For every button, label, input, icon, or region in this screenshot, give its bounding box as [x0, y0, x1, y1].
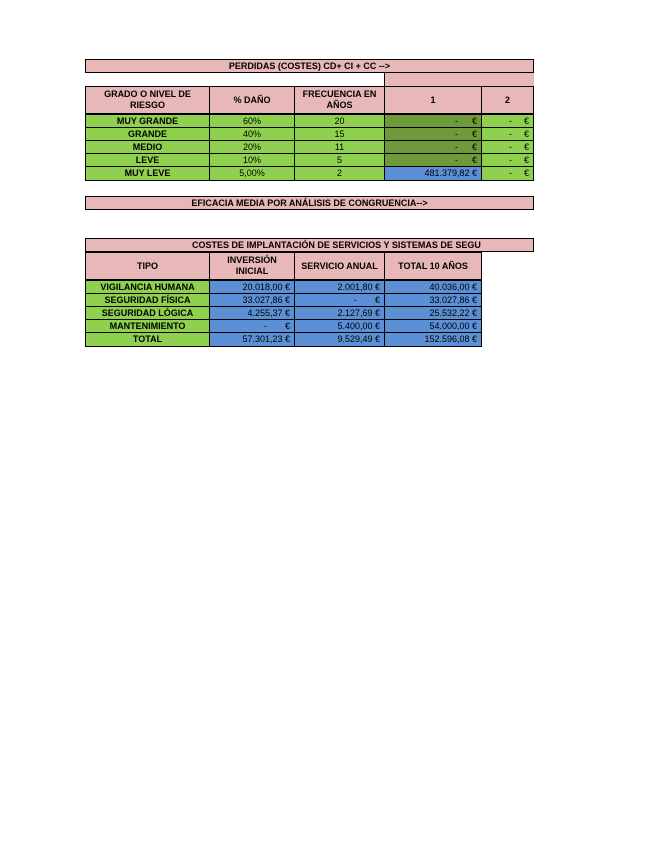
cost-initial-value: 57.301,23 €	[242, 334, 290, 344]
loss-row-grade	[85, 166, 210, 181]
cost-initial-value: 20.018,00 €	[242, 281, 290, 292]
loss-row-grade	[85, 153, 210, 167]
cost-initial-value: 4.255,37 €	[247, 307, 290, 318]
loss-year-1-value: -	[454, 128, 458, 139]
loss-row-damage	[209, 153, 295, 167]
loss-grade-text: MUY GRANDE	[116, 115, 179, 126]
cost-annual-value: 9.529,49 €	[337, 334, 380, 344]
cost-type-text: VIGILANCIA HUMANA	[100, 281, 195, 292]
losses-title-text: PERDIDAS (COSTES) CD+ CI + CC -->	[228, 60, 391, 71]
loss-frequency-text: 11	[334, 141, 345, 152]
cost-row-type	[85, 319, 210, 333]
cost-row-total-10	[384, 280, 482, 294]
currency-symbol: €	[284, 320, 290, 331]
cost-total-10-value: 152.596,08 €	[424, 334, 477, 344]
loss-row-frequency	[294, 140, 385, 154]
currency-symbol: €	[523, 141, 529, 152]
cost-total-10-value: 25.532,22 €	[429, 307, 477, 318]
cost-initial-value: -	[263, 320, 267, 331]
cost-type-text: MANTENIMIENTO	[109, 320, 186, 331]
header-grade	[85, 86, 210, 114]
header-total-10-text: TOTAL 10 AÑOS	[398, 260, 468, 271]
loss-grade-text: MEDIO	[132, 141, 163, 152]
currency-symbol: €	[523, 154, 529, 165]
loss-row-frequency	[294, 153, 385, 167]
loss-row-year-1	[384, 166, 482, 181]
loss-row-year-1	[384, 114, 482, 128]
cost-total-10-value: 54.000,00 €	[429, 320, 477, 331]
header-year-2-text: 2	[504, 94, 510, 105]
loss-grade-text: LEVE	[135, 154, 160, 165]
costs-title	[85, 238, 534, 252]
cost-total-10-value: 33.027,86 €	[429, 294, 477, 305]
loss-year-1-value: -	[454, 115, 458, 126]
cost-row-annual	[294, 306, 385, 320]
cost-row-initial	[209, 332, 295, 347]
cost-row-total-10	[384, 319, 482, 333]
cost-type-text: TOTAL	[132, 334, 163, 344]
loss-row-grade	[85, 140, 210, 154]
cost-annual-value: -	[353, 294, 357, 305]
cost-row-initial	[209, 293, 295, 307]
currency-symbol: €	[471, 154, 477, 165]
loss-row-grade	[85, 127, 210, 141]
header-initial	[209, 252, 295, 280]
loss-damage-text: 10%	[242, 154, 261, 165]
loss-row-year-2	[481, 153, 534, 167]
cost-row-total-10	[384, 306, 482, 320]
header-frequency	[294, 86, 385, 114]
losses-title	[85, 59, 534, 73]
header-year-2	[481, 86, 534, 114]
header-frequency-text: FRECUENCIA EN AÑOS	[302, 89, 377, 110]
cost-row-type	[85, 293, 210, 307]
costs-title-text: COSTES DE IMPLANTACIÓN DE SERVICIOS Y SISTEMAS DE SEGU	[192, 239, 481, 250]
header-type	[85, 252, 210, 280]
cost-row-initial	[209, 280, 295, 294]
header-grade-text: GRADO O NIVEL DE RIESGO	[104, 89, 191, 110]
cost-row-type	[85, 332, 210, 347]
cost-type-text: SEGURIDAD LÓGICA	[101, 307, 194, 318]
cost-type-text: SEGURIDAD FÍSICA	[104, 294, 191, 305]
efficacy-title-text: EFICACIA MEDIA POR ANÁLISIS DE CONGRUENCIA-->	[191, 197, 428, 208]
loss-year-2-value: -	[508, 141, 512, 152]
cost-initial-value: 33.027,86 €	[242, 294, 290, 305]
loss-row-damage	[209, 127, 295, 141]
loss-row-damage	[209, 114, 295, 128]
loss-year-1-value: 481.379,82 €	[424, 168, 477, 178]
loss-damage-text: 20%	[242, 141, 261, 152]
loss-row-frequency	[294, 166, 385, 181]
cost-row-type	[85, 280, 210, 294]
loss-year-1-value: -	[454, 154, 458, 165]
loss-year-2-value: -	[508, 128, 512, 139]
loss-year-2-value: -	[508, 168, 512, 178]
loss-year-2-value: -	[508, 154, 512, 165]
efficacy-title	[85, 196, 534, 210]
loss-row-grade	[85, 114, 210, 128]
currency-symbol: €	[374, 294, 380, 305]
header-annual	[294, 252, 385, 280]
cost-total-10-value: 40.036,00 €	[429, 281, 477, 292]
cost-row-initial	[209, 306, 295, 320]
loss-row-year-2	[481, 114, 534, 128]
currency-symbol: €	[523, 115, 529, 126]
header-damage-text: % DAÑO	[233, 94, 271, 105]
loss-year-1-value: -	[454, 141, 458, 152]
loss-row-damage	[209, 166, 295, 181]
loss-damage-text: 60%	[242, 115, 261, 126]
loss-year-2-value: -	[508, 115, 512, 126]
header-year-1-text: 1	[430, 94, 436, 105]
loss-grade-text: GRANDE	[127, 128, 167, 139]
header-year-1	[384, 86, 482, 114]
cost-row-total-10	[384, 332, 482, 347]
loss-row-year-1	[384, 127, 482, 141]
loss-row-frequency	[294, 127, 385, 141]
header-type-text: TIPO	[136, 260, 158, 271]
cost-row-annual	[294, 319, 385, 333]
loss-frequency-text: 2	[336, 168, 342, 178]
loss-row-year-1	[384, 153, 482, 167]
cost-row-type	[85, 306, 210, 320]
loss-row-frequency	[294, 114, 385, 128]
currency-symbol: €	[523, 128, 529, 139]
loss-frequency-text: 15	[334, 128, 345, 139]
loss-frequency-text: 5	[336, 154, 342, 165]
losses-subheader-band	[384, 73, 534, 86]
loss-frequency-text: 20	[334, 115, 345, 126]
header-damage	[209, 86, 295, 114]
currency-symbol: €	[523, 168, 529, 178]
cost-annual-value: 5.400,00 €	[337, 320, 380, 331]
header-total-10	[384, 252, 482, 280]
currency-symbol: €	[471, 128, 477, 139]
loss-damage-text: 5,00%	[239, 168, 265, 178]
loss-row-damage	[209, 140, 295, 154]
loss-row-year-2	[481, 127, 534, 141]
loss-row-year-1	[384, 140, 482, 154]
header-annual-text: SERVICIO ANUAL	[301, 260, 378, 271]
cost-row-annual	[294, 332, 385, 347]
loss-row-year-2	[481, 140, 534, 154]
cost-row-total-10	[384, 293, 482, 307]
loss-row-year-2	[481, 166, 534, 181]
cost-row-annual	[294, 293, 385, 307]
cost-row-initial	[209, 319, 295, 333]
loss-damage-text: 40%	[242, 128, 261, 139]
currency-symbol: €	[471, 115, 477, 126]
currency-symbol: €	[471, 141, 477, 152]
cost-annual-value: 2.127,69 €	[337, 307, 380, 318]
cost-row-annual	[294, 280, 385, 294]
loss-grade-text: MUY LEVE	[124, 168, 171, 178]
cost-annual-value: 2.001,80 €	[337, 281, 380, 292]
header-initial-text: INVERSIÓN INICIAL	[227, 255, 277, 276]
